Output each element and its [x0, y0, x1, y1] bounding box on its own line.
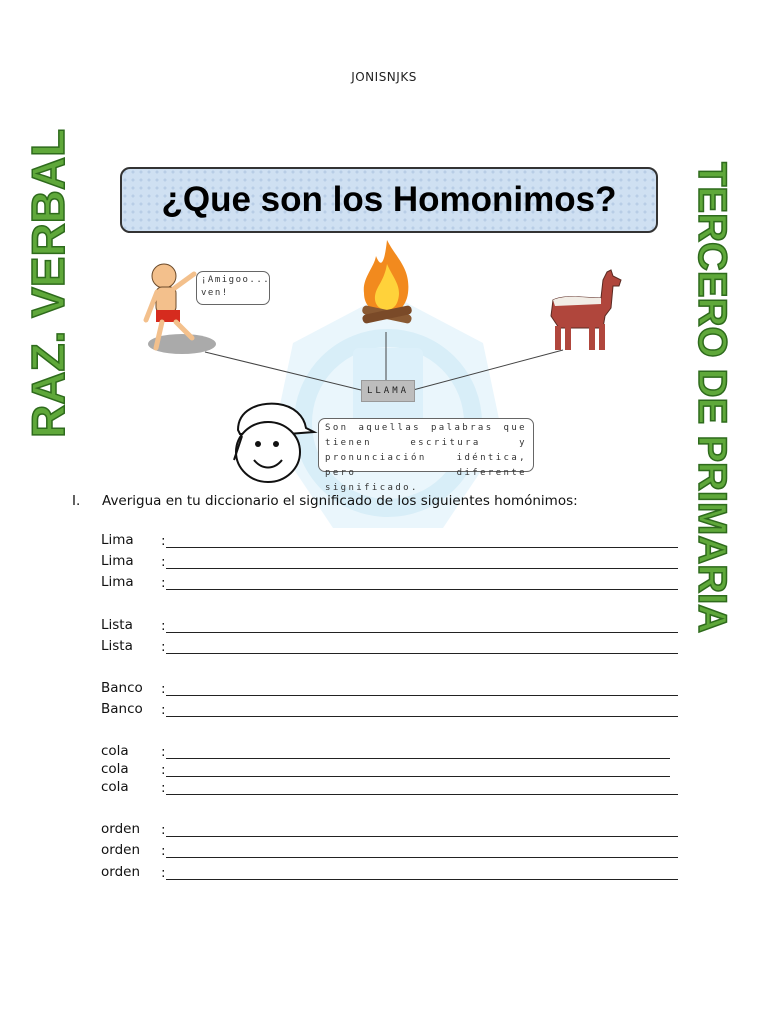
answer-line[interactable]: : [166, 704, 678, 717]
word-label: orden [101, 821, 141, 837]
answer-line[interactable]: : [166, 620, 678, 633]
answer-line[interactable]: : [166, 782, 678, 795]
word-label: Lima [101, 574, 134, 590]
word-row [101, 636, 678, 654]
question-instruction [72, 493, 578, 509]
word-label: Banco [101, 680, 143, 696]
word-row [101, 678, 678, 696]
word-label: Lista [101, 638, 133, 654]
answer-line[interactable]: : [166, 683, 678, 696]
side-title-tercero-primaria: TERCERO DE PRIMARIA [690, 162, 734, 634]
word-label: Banco [101, 701, 143, 717]
word-row [101, 777, 678, 795]
bonfire-icon [356, 238, 418, 328]
side-title-raz-verbal: RAZ. VERBAL [22, 128, 74, 438]
word-row [101, 572, 678, 590]
answer-line[interactable]: : [166, 867, 678, 880]
word-row [101, 615, 678, 633]
llama-animal-icon [545, 268, 629, 354]
word-row [101, 741, 670, 759]
word-row [101, 840, 678, 858]
word-row [101, 759, 670, 777]
word-row [101, 699, 678, 717]
word-row [101, 530, 678, 548]
word-row [101, 862, 678, 880]
speech-bubble-amigo: ¡Amigoo... ven! [196, 271, 270, 305]
word-label: cola [101, 743, 129, 759]
question-number: I. [72, 493, 81, 509]
question-text: Averigua en tu diccionario el significado de los siguientes homónimos: [102, 493, 578, 509]
word-label: Lima [101, 532, 134, 548]
answer-line[interactable]: : [166, 764, 670, 777]
answer-line[interactable]: : [166, 824, 678, 837]
word-label: Lista [101, 617, 133, 633]
speech-bubble-definition: Son aquellas palabras que tienen escritura y pronunciación idéntica, pero diferente significado. [318, 418, 534, 472]
word-row [101, 819, 678, 837]
answer-line[interactable]: : [166, 577, 678, 590]
llama-label: LLAMA [361, 380, 415, 402]
word-label: Lima [101, 553, 134, 569]
word-row [101, 551, 678, 569]
word-label: orden [101, 864, 141, 880]
page-title: ¿Que son los Homonimos? [161, 180, 617, 219]
answer-line[interactable]: : [166, 556, 678, 569]
answer-line[interactable]: : [166, 641, 678, 654]
answer-line[interactable]: : [166, 535, 678, 548]
answer-line[interactable]: : [166, 746, 670, 759]
header-name: JONISNJKS [351, 70, 417, 84]
word-label: cola [101, 779, 129, 795]
answer-line[interactable]: : [166, 845, 678, 858]
word-label: cola [101, 761, 129, 777]
boy-with-cap-icon [228, 400, 318, 492]
word-label: orden [101, 842, 141, 858]
